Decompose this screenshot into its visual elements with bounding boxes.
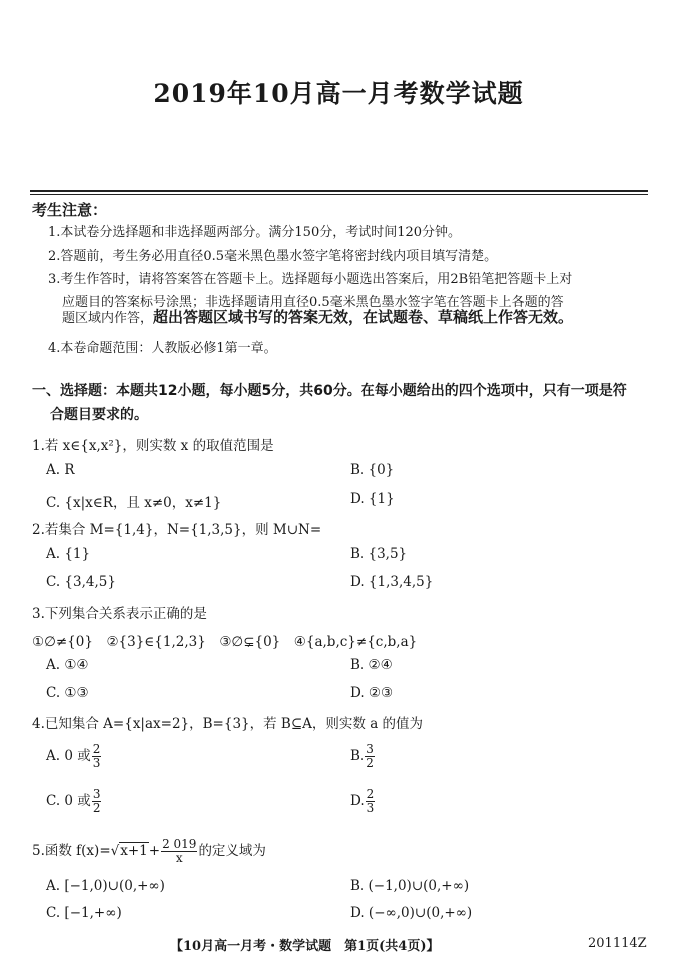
- option-a-fraction: [92, 743, 102, 770]
- option-b-fraction: [365, 743, 375, 770]
- page-footer: 【10月高一月考・数学试题 第1页(共4页)】: [170, 939, 440, 954]
- divider-rule: [30, 190, 648, 192]
- q5-sqrt: x+1: [120, 843, 148, 859]
- question-3-items: ①∅≠{0} ②{3}∈{1,2,3} ③∅⊊{0} ④{a,b,c}≠{c,b,a}: [32, 634, 418, 650]
- q5-plus: +: [148, 843, 161, 859]
- notice-item-4: 4.本卷命题范围：人教版必修1第一章。: [48, 341, 277, 356]
- notice-item-2: 2.答题前，考生务必用直径0.5毫米黑色墨水签字笔将密封线内项目填写清楚。: [48, 249, 498, 264]
- question-4-stem: 4.已知集合 A={x|ax=2}，B={3}，若 B⊆A，则实数 a 的值为: [32, 716, 424, 732]
- question-4-option-a: [46, 743, 102, 770]
- notice-item-1: 1.本试卷分选择题和非选择题两部分。满分150分，考试时间120分钟。: [48, 225, 462, 240]
- question-4-option-d: [350, 788, 376, 815]
- fraction-numerator: 3: [92, 787, 101, 801]
- option-b-prefix: B.: [350, 748, 365, 764]
- fraction-denominator: x: [175, 851, 183, 865]
- option-d-prefix: D.: [350, 793, 365, 809]
- fraction-numerator: 2: [366, 787, 375, 801]
- notice-item-3-cont: 应题目的答案标号涂黑；非选择题请用直径0.5毫米黑色墨水签字笔在答题卡上各题的答: [62, 295, 564, 310]
- fraction-denominator: 3: [366, 801, 375, 815]
- page-title: 2019年10月高一月考数学试题: [153, 79, 524, 108]
- question-1-option-d: D. {1}: [350, 491, 395, 507]
- option-c-fraction: [92, 788, 102, 815]
- question-5-stem: 5.函数 f(x)=√x+1+ $\frac{2 019}{x}$ 的定义域为: [32, 837, 266, 865]
- q5-fraction: [161, 838, 197, 865]
- question-1-stem: 1.若 x∈{x,x²}，则实数 x 的取值范围是: [32, 438, 274, 454]
- question-5-option-c: C. [−1,+∞): [46, 905, 122, 921]
- question-4-option-b: [350, 743, 376, 770]
- question-3-stem: 3.下列集合关系表示正确的是: [32, 606, 207, 622]
- question-2-option-b: B. {3,5}: [350, 546, 408, 562]
- notice-item-3-tail: 题区域内作答，: [62, 311, 154, 326]
- question-3-option-a: A. ①④: [46, 657, 89, 673]
- notice-item-3: 3.考生作答时，请将答案答在答题卡上。选择题每小题选出答案后，用2B铅笔把答题卡上对: [48, 272, 573, 287]
- question-5-option-a: A. [−1,0)∪(0,+∞): [46, 878, 165, 894]
- option-d-fraction: [366, 788, 376, 815]
- q5-prefix: 5.函数 f(x)=: [32, 843, 111, 859]
- question-5-option-d: D. (−∞,0)∪(0,+∞): [350, 905, 473, 921]
- question-2-option-c: C. {3,4,5}: [46, 574, 116, 590]
- question-3-option-d: D. ②③: [350, 685, 394, 701]
- fraction-denominator: 2: [366, 756, 374, 770]
- fraction-numerator: 2: [92, 742, 101, 756]
- option-a-prefix: A. 0 或: [46, 748, 91, 764]
- question-2-stem: 2.若集合 M={1,4}，N={1,3,5}，则 M∪N=: [32, 522, 322, 538]
- q5-suffix: 的定义域为: [198, 843, 266, 859]
- question-1-option-b: B. {0}: [350, 462, 395, 478]
- question-5-option-b: B. (−1,0)∪(0,+∞): [350, 878, 470, 894]
- section-heading: 一、选择题：本题共12小题，每小题5分，共60分。在每小题给出的四个选项中，只有一项是符: [32, 383, 627, 399]
- notice-heading: 考生注意：: [32, 201, 108, 219]
- question-1-option-a: A. R: [46, 462, 75, 478]
- option-c-prefix: C. 0 或: [46, 793, 91, 809]
- notice-item-3-last: [62, 306, 573, 327]
- fraction-numerator: 2 019: [162, 837, 197, 851]
- question-3-option-b: B. ②④: [350, 657, 393, 673]
- question-2-option-d: D. {1,3,4,5}: [350, 574, 434, 590]
- divider-rule-thin: [30, 194, 648, 195]
- question-4-option-c: [46, 788, 102, 815]
- question-2-option-a: A. {1}: [46, 546, 91, 562]
- fraction-denominator: 2: [92, 801, 101, 815]
- notice-emphasis: 超出答题区域书写的答案无效，在试题卷、草稿纸上作答无效。: [153, 308, 574, 326]
- fraction-denominator: 3: [92, 756, 101, 770]
- fraction-numerator: 3: [366, 742, 374, 756]
- section-heading-cont: 合题目要求的。: [50, 407, 148, 423]
- question-3-option-c: C. ①③: [46, 685, 89, 701]
- paper-code: 201114Z: [588, 936, 647, 951]
- question-1-option-c: C. {x|x∈R，且 x≠0，x≠1}: [46, 495, 222, 511]
